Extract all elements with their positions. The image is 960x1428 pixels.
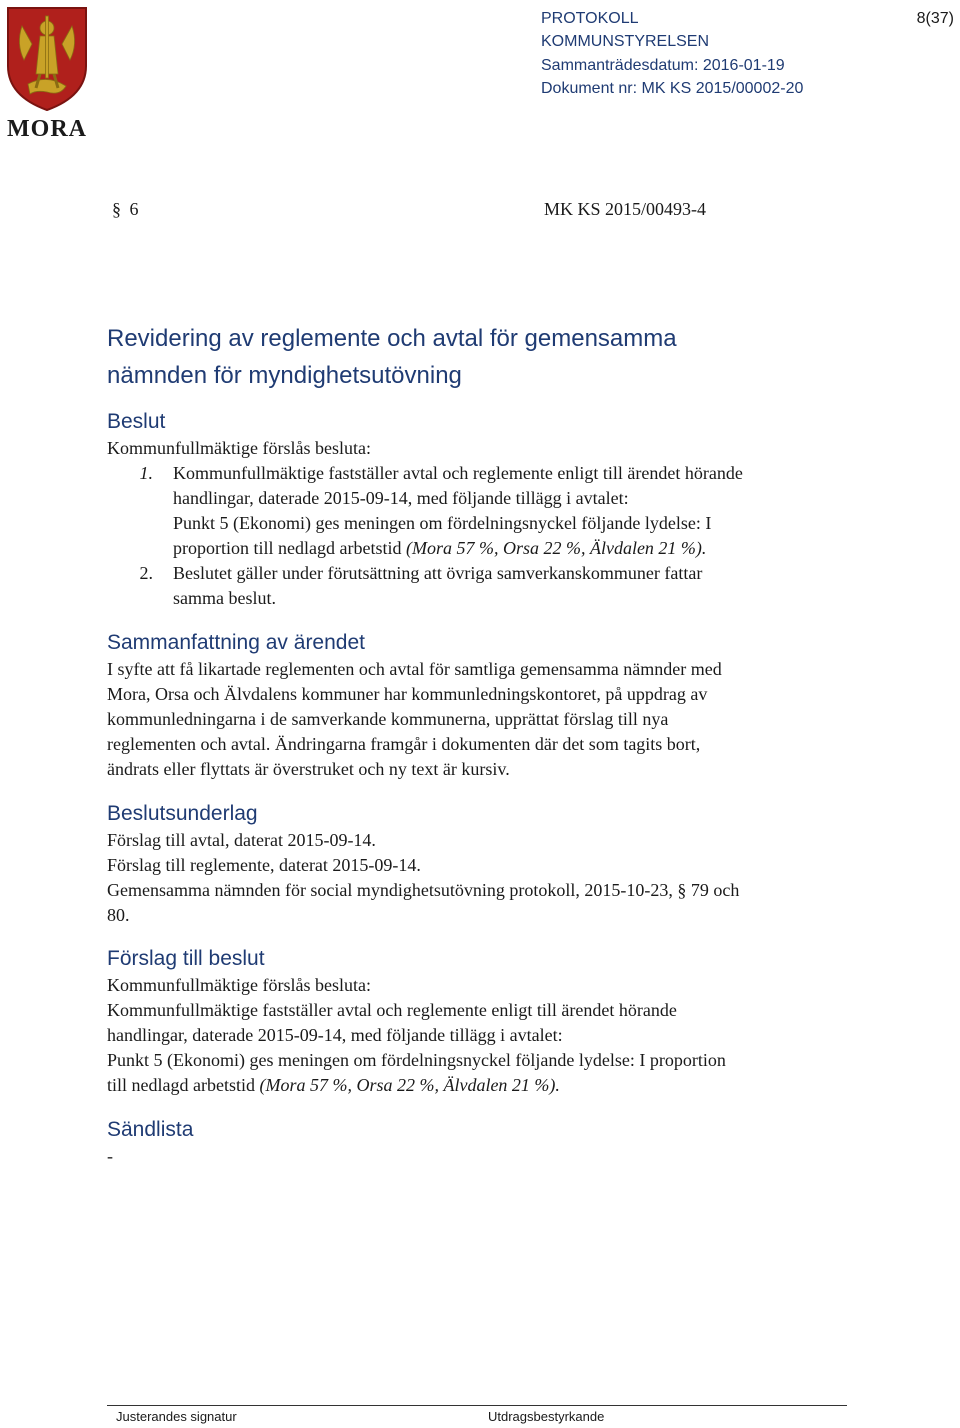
footer-signature-label: Justerandes signatur	[116, 1409, 237, 1424]
paragraph-value: 6	[129, 199, 139, 219]
mora-crest-icon	[2, 4, 92, 114]
beslut-item-1	[107, 461, 907, 561]
logo-wordmark: MORA	[7, 116, 87, 142]
item-text: proportion till nedlagd arbetstid	[173, 538, 406, 558]
text-line: I syfte att få likartade reglementen och avtal för samtliga gemensamma nämnder med	[107, 659, 722, 679]
sammanfattning-heading: Sammanfattning av ärendet	[107, 631, 365, 654]
text-line: 80.	[107, 905, 130, 925]
item-line: Beslutet gäller under förutsättning att övriga samverkanskommuner fattar	[173, 563, 703, 583]
text-line: Förslag till reglemente, daterat 2015-09-14.	[107, 855, 421, 875]
text-line: handlingar, daterade 2015-09-14, med följande tillägg i avtalet:	[107, 1025, 563, 1045]
beslut-item-2	[107, 561, 907, 611]
item-line	[173, 536, 907, 561]
text-line: Gemensamma nämnden för social myndighetsutövning protokoll, 2015-10-23, § 79 och	[107, 880, 740, 900]
title-line-2: nämnden för myndighetsutövning	[107, 362, 462, 389]
text-line: Mora, Orsa och Älvdalens kommuner har kommunledningskontoret, på uppdrag av	[107, 684, 708, 704]
text-line: Förslag till avtal, daterat 2015-09-14.	[107, 830, 376, 850]
text-line: kommunledningarna i de samverkande kommunerna, upprättat förslag till nya	[107, 709, 669, 729]
mora-logo	[2, 4, 92, 140]
case-number: MK KS 2015/00493-4	[544, 199, 707, 219]
header-doc-number: Dokument nr: MK KS 2015/00002-20	[541, 80, 804, 97]
beslutsunderlag-heading: Beslutsunderlag	[107, 802, 258, 825]
item-number: 1.	[139, 463, 153, 483]
item-line: Kommunfullmäktige fastställer avtal och reglemente enligt till ärendet hörande	[173, 463, 743, 483]
header-meeting-date: Sammanträdesdatum: 2016-01-19	[541, 57, 785, 74]
text-line: reglementen och avtal. Ändringarna framgår i dokumenten där det som tagits bort,	[107, 734, 701, 754]
title-line-1: Revidering av reglemente och avtal för gemensamma	[107, 325, 677, 352]
paragraph-number	[112, 197, 139, 222]
text-line: ändrats eller flyttats är överstruket och ny text är kursiv.	[107, 759, 510, 779]
text-line	[107, 1073, 907, 1098]
sammanfattning-text	[107, 657, 907, 782]
text-line: Kommunfullmäktige fastställer avtal och reglemente enligt till ärendet hörande	[107, 1000, 677, 1020]
footer-divider	[107, 1405, 847, 1406]
beslut-intro: Kommunfullmäktige förslås besluta:	[107, 438, 371, 458]
forslag-text	[107, 973, 907, 1098]
footer-extract-label: Utdragsbestyrkande	[488, 1409, 605, 1424]
beslutsunderlag-list	[107, 828, 907, 928]
text-line: Punkt 5 (Ekonomi) ges meningen om fördelningsnyckel följande lydelse: I proportion	[107, 1050, 726, 1070]
beslut-heading: Beslut	[107, 410, 166, 433]
sandlista-heading: Sändlista	[107, 1118, 194, 1141]
page-indicator: 8(37)	[916, 10, 954, 27]
header-doc-type: PROTOKOLL	[541, 10, 639, 27]
item-line: handlingar, daterade 2015-09-14, med följande tillägg i avtalet:	[173, 488, 629, 508]
beslut-list	[107, 461, 907, 611]
item-proportion-italic: (Mora 57 %, Orsa 22 %, Älvdalen 21 %).	[405, 538, 707, 558]
item-line: Punkt 5 (Ekonomi) ges meningen om fördelningsnyckel följande lydelse: I	[173, 513, 712, 533]
section-symbol: §	[112, 199, 121, 219]
text-line: Kommunfullmäktige förslås besluta:	[107, 975, 371, 995]
item-number: 2.	[139, 563, 153, 583]
proportion-italic: (Mora 57 %, Orsa 22 %, Älvdalen 21 %).	[259, 1075, 560, 1095]
item-line: samma beslut.	[173, 588, 276, 608]
page-title	[107, 320, 887, 394]
header-body-name: KOMMUNSTYRELSEN	[541, 33, 710, 50]
text-plain: till nedlagd arbetstid	[107, 1075, 260, 1095]
sandlista-value: -	[107, 1146, 113, 1166]
forslag-heading: Förslag till beslut	[107, 947, 265, 970]
